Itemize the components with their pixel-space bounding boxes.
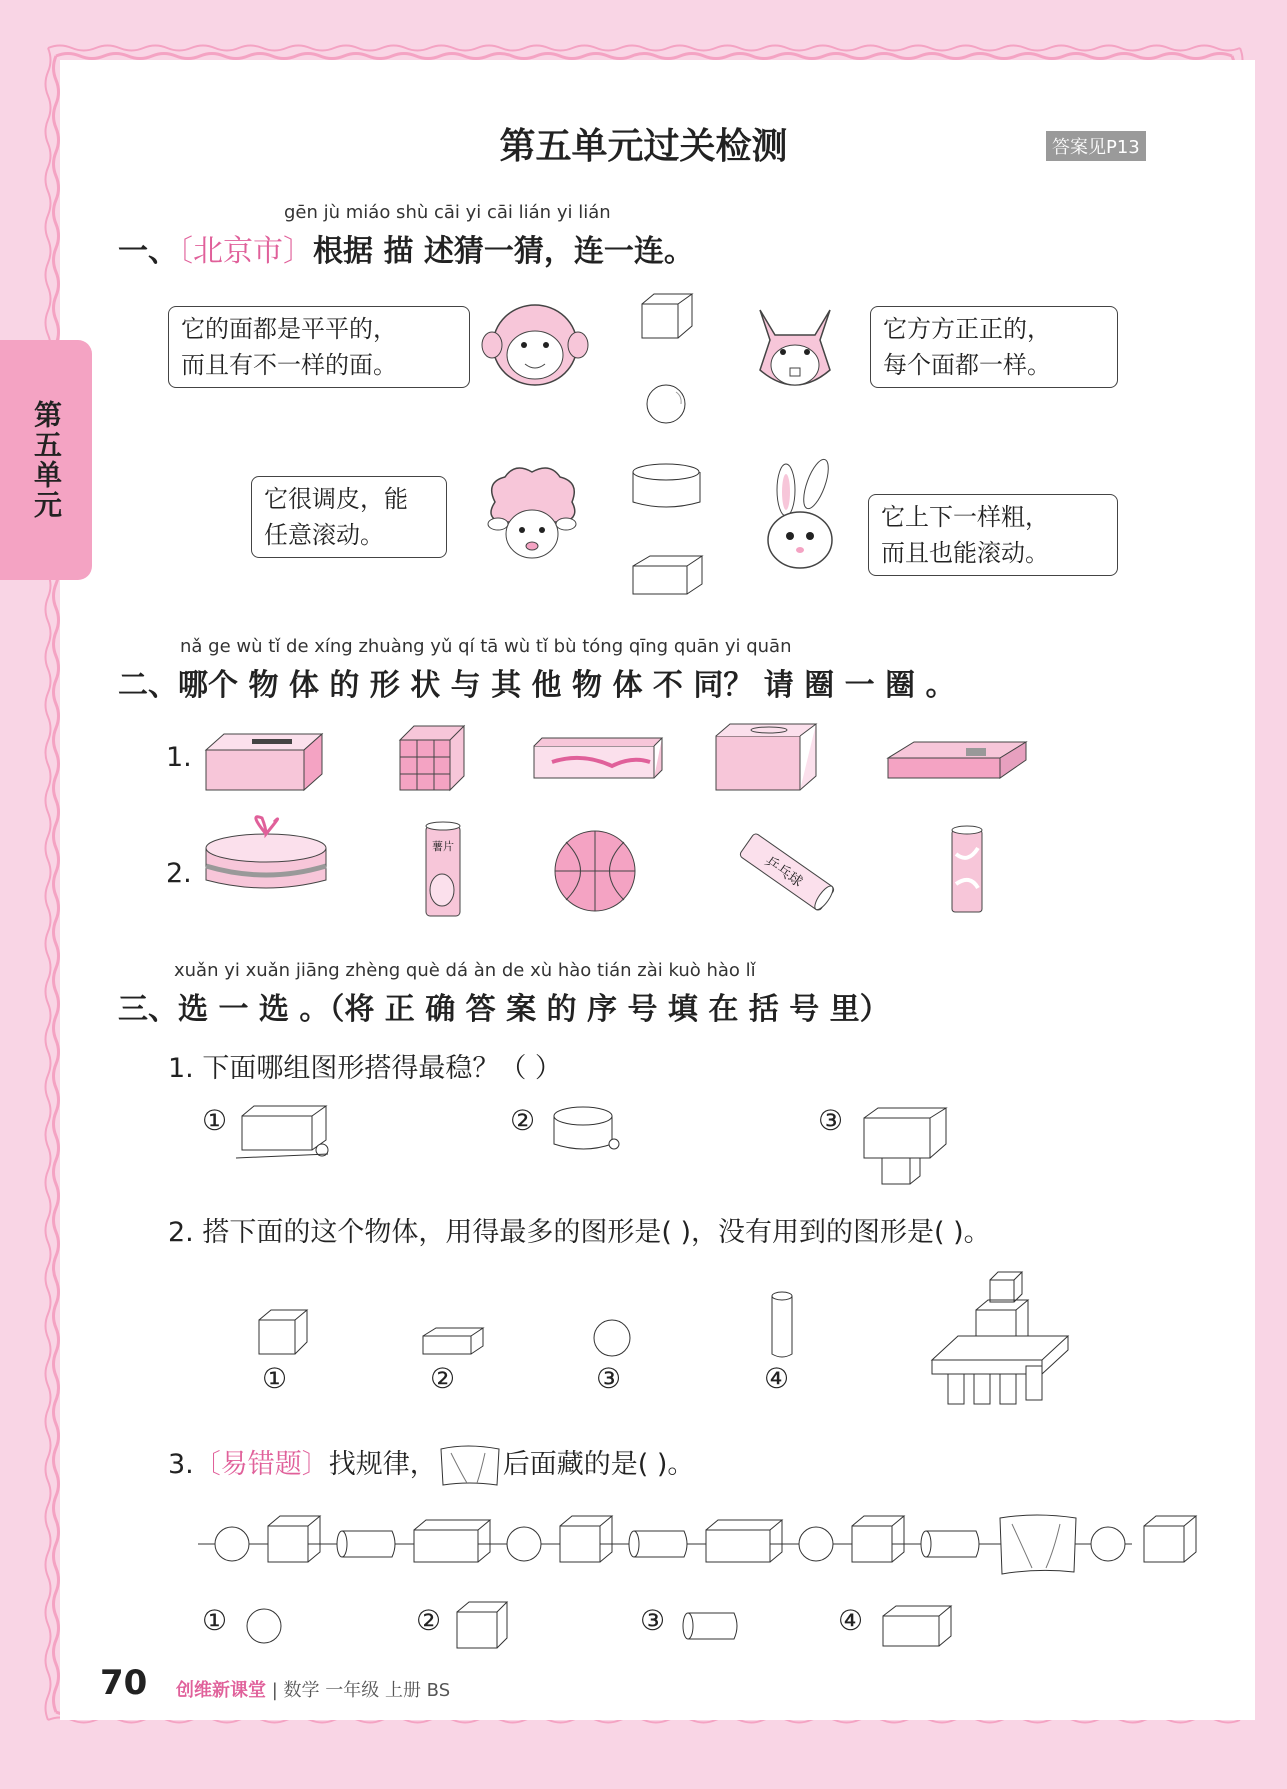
q3-option-1-label[interactable]: ①	[202, 1604, 228, 1637]
q2-option-3-label[interactable]: ③	[596, 1362, 622, 1395]
row2-label: 2.	[166, 858, 192, 889]
rabbit-icon	[758, 462, 843, 572]
pattern-cuboid-8	[706, 1520, 782, 1562]
q3-option-2-label[interactable]: ②	[416, 1604, 442, 1637]
q1-option-1-figure	[234, 1104, 338, 1162]
q3-option-2-cube	[454, 1600, 510, 1652]
cube-shape	[638, 290, 698, 340]
q2-built-object	[930, 1270, 1074, 1408]
pattern-sphere-5	[507, 1527, 541, 1561]
question-1: 1. 下面哪组图形搭得最稳？（ ）	[168, 1053, 562, 1084]
basketball-shape[interactable]	[552, 828, 638, 914]
page-number: 70	[100, 1663, 148, 1703]
q2-option-2-label[interactable]: ②	[430, 1362, 456, 1395]
monkey-icon	[480, 300, 590, 390]
pink-box-shape[interactable]	[714, 722, 820, 792]
bubble-squirrel: 它方方正正的， 每个面都一样。	[870, 306, 1118, 388]
section2-pinyin: nǎ ge wù tǐ de xíng zhuàng yǔ qí tā wù tǐ bù tóng qīng quān yi quān	[180, 636, 792, 657]
q1-option-2-figure	[548, 1104, 622, 1156]
q2-sphere	[592, 1318, 634, 1358]
gift-box-shape[interactable]	[204, 808, 328, 896]
q1-option-1-label[interactable]: ①	[202, 1104, 228, 1137]
can-shape[interactable]	[948, 824, 988, 916]
pattern-cube-10	[852, 1516, 904, 1562]
cloth-icon	[437, 1443, 503, 1489]
pattern-cylinder-11	[921, 1531, 979, 1557]
sheep-icon	[480, 462, 585, 567]
pattern-sphere-9	[799, 1527, 833, 1561]
pattern-cloth-12	[1000, 1515, 1076, 1574]
tissue-box-shape[interactable]	[204, 722, 324, 792]
q2-option-1-label[interactable]: ①	[262, 1362, 288, 1395]
bubble-monkey: 它的面都是平平的， 而且有不一样的面。	[168, 306, 470, 388]
pencil-case-shape[interactable]	[886, 736, 1028, 782]
q3-option-4-label[interactable]: ④	[838, 1604, 864, 1637]
q3-option-3-label[interactable]: ③	[640, 1604, 666, 1637]
page-title: 第五单元过关检测	[499, 126, 788, 167]
cylinder-shape	[630, 462, 704, 512]
section1-pinyin: gēn jù miáo shù cāi yi cāi lián yi lián	[284, 202, 611, 223]
section1-heading: 一、〔北京市〕根据 描 述猜一猜，连一连。	[118, 234, 694, 269]
q1-option-2-label[interactable]: ②	[510, 1104, 536, 1137]
q2-cylinder	[768, 1290, 796, 1360]
question-2: 2. 搭下面的这个物体，用得最多的图形是( )，没有用到的图形是( )。	[168, 1217, 991, 1248]
answer-reference-badge: 答案见P13	[1046, 131, 1146, 161]
region-tag: 〔北京市〕	[178, 234, 313, 269]
q2-cube	[256, 1308, 310, 1358]
toothpaste-box-shape[interactable]	[532, 736, 664, 780]
pingpong-label: 乒乓球	[761, 853, 806, 891]
q2-option-4-label[interactable]: ④	[764, 1362, 790, 1395]
section2-heading: 二、哪个 物 体 的 形 状 与 其 他 物 体 不 同？ 请 圈 一 圈 。	[118, 668, 956, 703]
rubik-cube-shape[interactable]	[398, 724, 468, 792]
q3-option-1-sphere	[244, 1606, 284, 1646]
chips-can-shape[interactable]	[422, 820, 466, 920]
pattern-cuboid-4	[414, 1520, 490, 1562]
pattern-cube-6	[560, 1516, 612, 1562]
pattern-cylinder-7	[629, 1531, 687, 1557]
cuboid-shape	[630, 552, 706, 598]
row1-label: 1.	[166, 742, 192, 773]
sphere-shape	[646, 382, 690, 426]
q1-option-3-label[interactable]: ③	[818, 1104, 844, 1137]
pattern-sphere-13	[1091, 1527, 1125, 1561]
error-prone-tag: 〔易错题〕	[193, 1449, 329, 1480]
q2-cuboid	[420, 1326, 486, 1356]
pingpong-tube-shape[interactable]	[734, 824, 840, 920]
side-unit-tab: 第五单元	[0, 340, 92, 580]
section3-pinyin: xuǎn yi xuǎn jiāng zhèng què dá àn de xù hào tián zài kuò hào lǐ	[174, 960, 756, 981]
pattern-cube-2	[268, 1516, 320, 1562]
pattern-sequence	[198, 1510, 1132, 1576]
pattern-sphere-1	[215, 1527, 249, 1561]
section3-heading: 三、选 一 选 。（将 正 确 答 案 的 序 号 填 在 括 号 里）	[118, 992, 890, 1027]
bubble-rabbit: 它上下一样粗， 而且也能滚动。	[868, 494, 1118, 576]
footer-text: 创维新课堂 | 数学 一年级 上册 BS	[176, 1680, 451, 1701]
q3-option-4-cuboid	[880, 1604, 954, 1648]
chips-label: 薯片	[432, 840, 454, 853]
q1-option-3-figure	[860, 1104, 952, 1186]
pattern-cylinder-3	[337, 1531, 395, 1557]
squirrel-icon	[750, 300, 840, 395]
bubble-sheep: 它很调皮，能 任意滚动。	[251, 476, 447, 558]
question-3: 3.〔易错题〕找规律， 后面藏的是( )。	[168, 1442, 694, 1489]
q3-option-3-cylinder	[680, 1610, 742, 1642]
